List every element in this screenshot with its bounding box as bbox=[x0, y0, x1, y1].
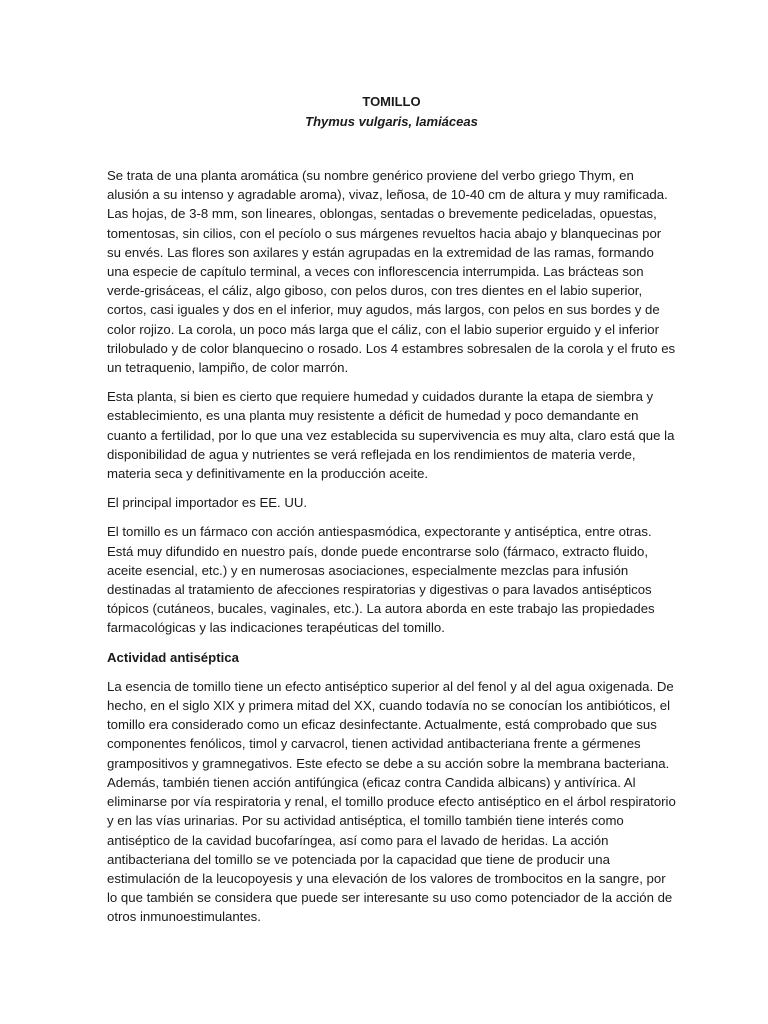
document-title: TOMILLO bbox=[362, 94, 421, 109]
section-heading: Actividad antiséptica bbox=[107, 649, 239, 665]
paragraph-cultivation: Esta planta, si bien es cierto que requiere humedad y cuidados durante la etapa de siembra y establecimiento, es una planta muy resistente a déficit de humedad y poco demandante en cuanto a fertilidad, por lo que una vez establecida su supervivencia es muy alta, claro está que la disponibilidad de agua y nutrientes se verá reflejada en los rendimientos de materia verde, materia seca y definitivamente en la producción aceite. bbox=[107, 389, 675, 482]
paragraph-description: Se trata de una planta aromática (su nombre genérico proviene del verbo griego Thym, en alusión a su intenso y agradable aroma), vivaz, leñosa, de 10-40 cm de altura y muy ramificada. Las hojas, de 3-8 mm, son lineares, oblongas, sentadas o brevemente pediceladas, opuestas, tomentosas, sin cilios, con el pecíolo o sus márgenes revueltos hacia abajo y blanquecinas por su envés. Las flores son axilares y están agrupadas en la extremidad de las ramas, formando una especie de capítulo terminal, a veces con inflorescencia interrumpida. Las brácteas son verde-grisáceas, el cáliz, algo giboso, con pelos duros, con tres dientes en el labio superior, cortos, casi iguales y dos en el inferior, muy agudos, más largos, con pelos en sus bordes y de color rojizo. La corola, un poco más larga que el cáliz, con el labio superior erguido y el inferior trilobulado y de color blanquecino o rosado. Los 4 estambres sobresalen de la corola y el fruto es un tetraquenio, lampiño, de color marrón. bbox=[107, 168, 676, 376]
paragraph-importer: El principal importador es EE. UU. bbox=[107, 495, 308, 511]
document-subtitle: Thymus vulgaris, lamiáceas bbox=[305, 114, 478, 129]
paragraph-pharmacology: El tomillo es un fármaco con acción antiespasmódica, expectorante y antiséptica, entre otras. Está muy difundido en nuestro país, donde puede encontrarse solo (fármaco, extracto fluido, aceite esencial, etc.) y en numerosas asociaciones, especialmente mezclas para infusión destinadas al tratamiento de afecciones respiratorias y digestivas o para lavados antisépticos tópicos (cutáneos, bucales, vaginales, etc.). La autora aborda en este trabajo las propiedades farmacológicas y las indicaciones terapéuticas del tomillo. bbox=[107, 524, 655, 636]
title-block bbox=[107, 92, 676, 132]
paragraph-antiseptic: La esencia de tomillo tiene un efecto antiséptico superior al del fenol y al del agua oxigenada. De hecho, en el siglo XIX y primera mitad del XX, cuando todavía no se conocían los antibióticos, el tomillo era considerado como un eficaz desinfectante. Actualmente, está comprobado que sus componentes fenólicos, timol y carvacrol, tienen actividad antibacteriana frente a gérmenes grampositivos y gramnegativos. Este efecto se debe a su acción sobre la membrana bacteriana. Además, también tienen acción antifúngica (eficaz contra Candida albicans) y antivírica. Al eliminarse por vía respiratoria y renal, el tomillo produce efecto antiséptico en el árbol respiratorio y en las vías urinarias. Por su actividad antiséptica, el tomillo también tiene interés como antiséptico de la cavidad bucofaríngea, así como para el lavado de heridas. La acción antibacteriana del tomillo se ve potenciada por la capacidad que tiene de producir una estimulación de la leucopoyesis y una elevación de los valores de trombocitos en la sangre, por lo que también se considera que puede ser interesante su uso como potenciador de la acción de otros inmunoestimulantes. bbox=[107, 678, 676, 925]
